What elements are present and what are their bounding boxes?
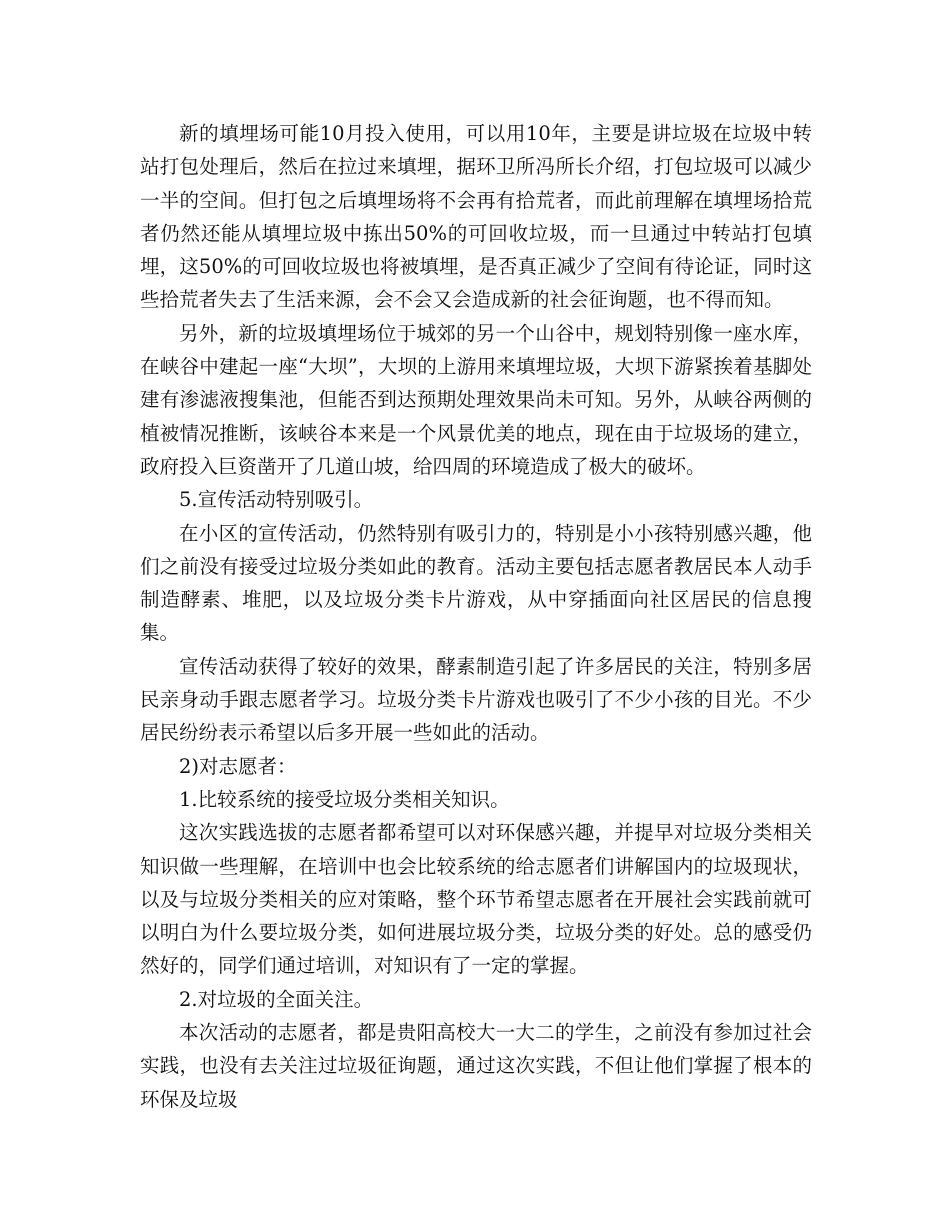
heading-publicity-activity: 5.宣传活动特别吸引。 bbox=[179, 488, 374, 512]
heading-for-volunteers: 2)对志愿者： bbox=[179, 754, 297, 778]
heading-systematic-knowledge: 1.比较系统的接受垃圾分类相关知识。 bbox=[179, 787, 510, 811]
paragraph-community-activity: 在小区的宣传活动，仍然特别有吸引力的，特别是小小孩特别感兴趣，他们之前没有接受过垃圾分类如此的教育。活动主要包括志愿者教居民本人动手制造酵素、堆肥，以及垃圾分类卡片游戏，从中穿插面向社区居民的信息搜集。 bbox=[140, 521, 812, 645]
document-body bbox=[140, 117, 812, 1116]
paragraph-volunteer-students: 本次活动的志愿者，都是贵阳高校大一大二的学生，之前没有参加过社会实践，也没有去关注过垃圾征询题，通过这次实践，不但让他们掌握了根本的环保及垃圾 bbox=[140, 1021, 812, 1111]
paragraph-landfill-valley: 另外，新的垃圾填埋场位于城郊的另一个山谷中，规划特别像一座水库，在峡谷中建起一座“大坝”，大坝的上游用来填埋垃圾，大坝下游紧挨着基脚处建有渗滤液搜集池，但能否到达预期处理效果尚未可知。另外，从峡谷两侧的植被情况推断，该峡谷本来是一个风景优美的地点，现在由于垃圾场的建立，政府投入巨资凿开了几道山坡，给四周的环境造成了极大的破坏。 bbox=[140, 321, 812, 478]
heading-garbage-attention: 2.对垃圾的全面关注。 bbox=[179, 987, 374, 1011]
paragraph-landfill-packaging: 新的填埋场可能10月投入使用，可以用10年，主要是讲垃圾在垃圾中转站打包处理后，然后在拉过来填埋，据环卫所冯所长介绍，打包垃圾可以减少一半的空间。但打包之后填埋场将不会再有拾荒者，而此前理解在填埋场拾荒者仍然还能从填埋垃圾中拣出50%的可回收垃圾，而一旦通过中转站打包填埋，这50%的可回收垃圾也将被填埋，是否真正减少了空间有待论证，同时这些拾荒者失去了生活来源，会不会又会造成新的社会征询题，也不得而知。 bbox=[140, 122, 812, 312]
paragraph-activity-results: 宣传活动获得了较好的效果，酵素制造引起了许多居民的关注，特别多居民亲身动手跟志愿者学习。垃圾分类卡片游戏也吸引了不少小孩的目光。不少居民纷纷表示希望以后多开展一些如此的活动。 bbox=[140, 654, 812, 745]
paragraph-volunteer-training: 这次实践选拔的志愿者都希望可以对环保感兴趣，并提早对垃圾分类相关知识做一些理解，在培训中也会比较系统的给志愿者们讲解国内的垃圾现状，以及与垃圾分类相关的应对策略，整个环节希望志愿者在开展社会实践前就可以明白为什么要垃圾分类，如何进展垃圾分类，垃圾分类的好处。总的感受仍然好的，同学们通过培训，对知识有了一定的掌握。 bbox=[140, 821, 812, 978]
